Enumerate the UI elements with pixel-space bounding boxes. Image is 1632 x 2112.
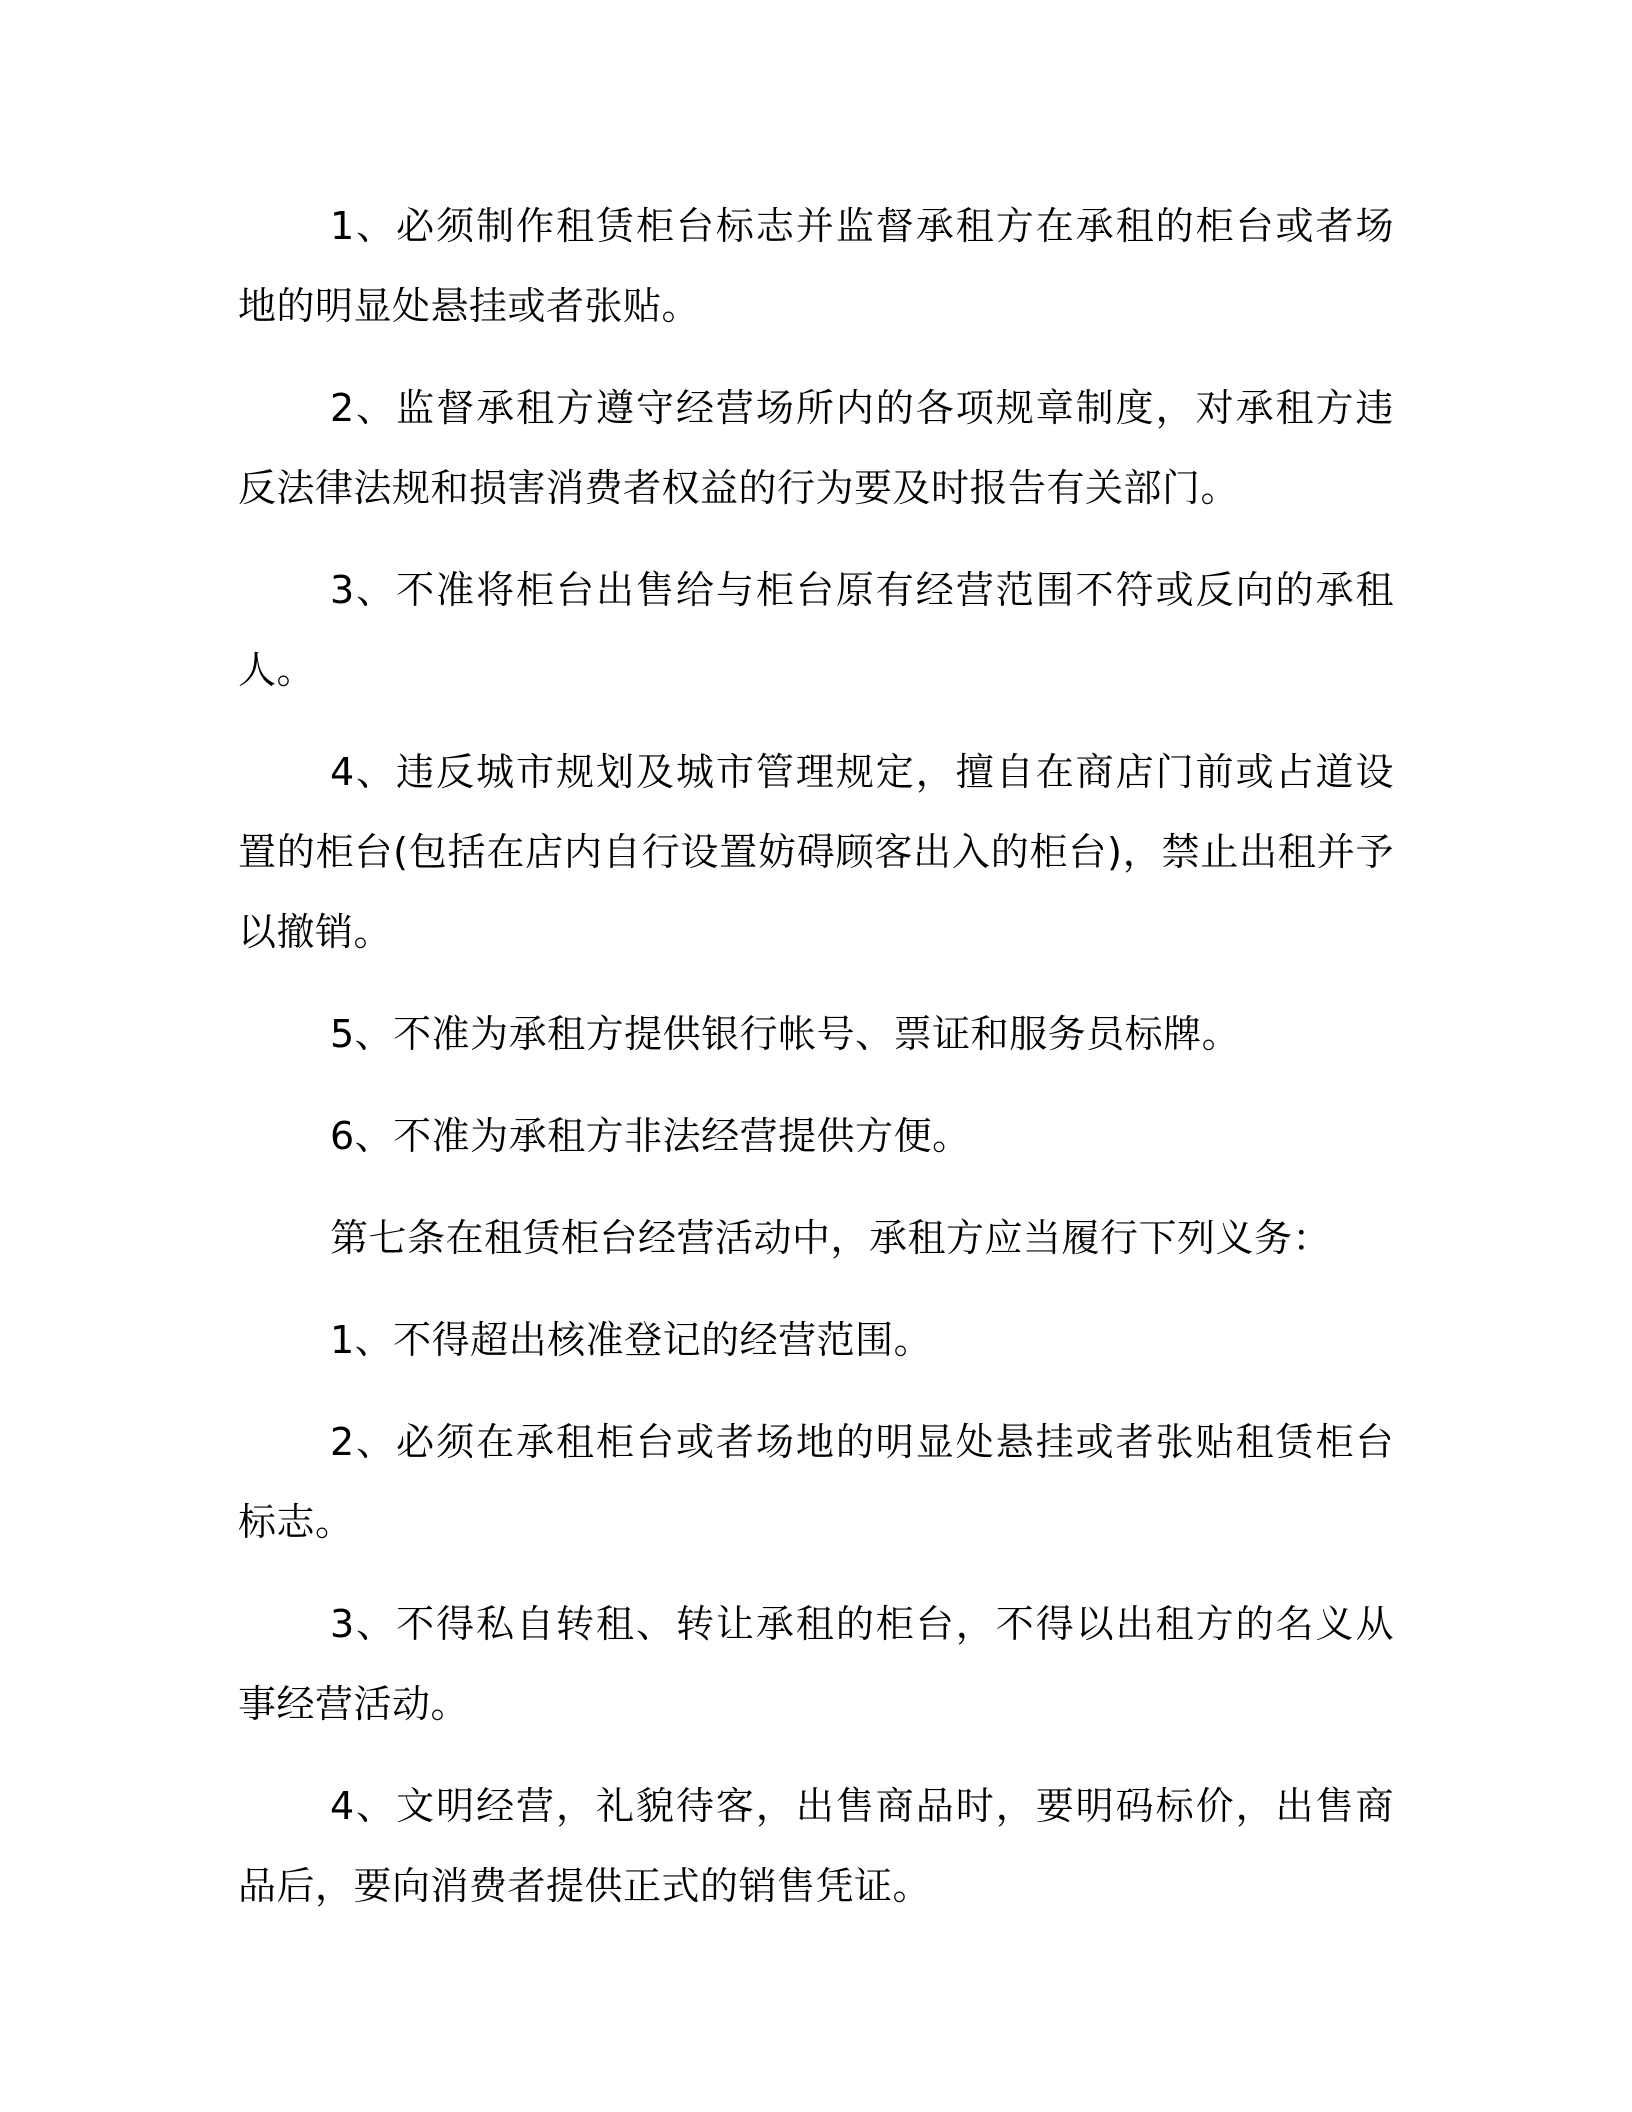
paragraph-lessor-duty-1: 1、必须制作租赁柜台标志并监督承租方在承租的柜台或者场地的明显处悬挂或者张贴。 (238, 204, 1394, 328)
article-seven-heading: 第七条在租赁柜台经营活动中，承租方应当履行下列义务： (330, 1216, 1332, 1260)
paragraph-lessee-duty-3: 3、不得私自转租、转让承租的柜台，不得以出租方的名义从事经营活动。 (238, 1602, 1394, 1726)
paragraph-lessor-duty-4: 4、违反城市规划及城市管理规定，擅自在商店门前或占道设置的柜台(包括在店内自行设置妨碍顾客出入的柜台)，禁止出租并予以撤销。 (238, 750, 1394, 954)
paragraph-lessee-duty-4: 4、文明经营，礼貌待客，出售商品时，要明码标价，出售商品后，要向消费者提供正式的销售凭证。 (238, 1784, 1394, 1908)
paragraph-lessor-duty-3: 3、不准将柜台出售给与柜台原有经营范围不符或反向的承租人。 (238, 568, 1394, 692)
paragraph-lessor-duty-5: 5、不准为承租方提供银行帐号、票证和服务员标牌。 (330, 1012, 1241, 1056)
paragraph-lessee-duty-1: 1、不得超出核准登记的经营范围。 (330, 1318, 933, 1362)
paragraph-lessor-duty-6: 6、不准为承租方非法经营提供方便。 (330, 1114, 971, 1158)
paragraph-lessee-duty-2: 2、必须在承租柜台或者场地的明显处悬挂或者张贴租赁柜台标志。 (238, 1420, 1394, 1544)
paragraph-lessor-duty-2: 2、监督承租方遵守经营场所内的各项规章制度，对承租方违反法律法规和损害消费者权益的行为要及时报告有关部门。 (238, 386, 1394, 510)
document-body (238, 186, 1394, 1948)
